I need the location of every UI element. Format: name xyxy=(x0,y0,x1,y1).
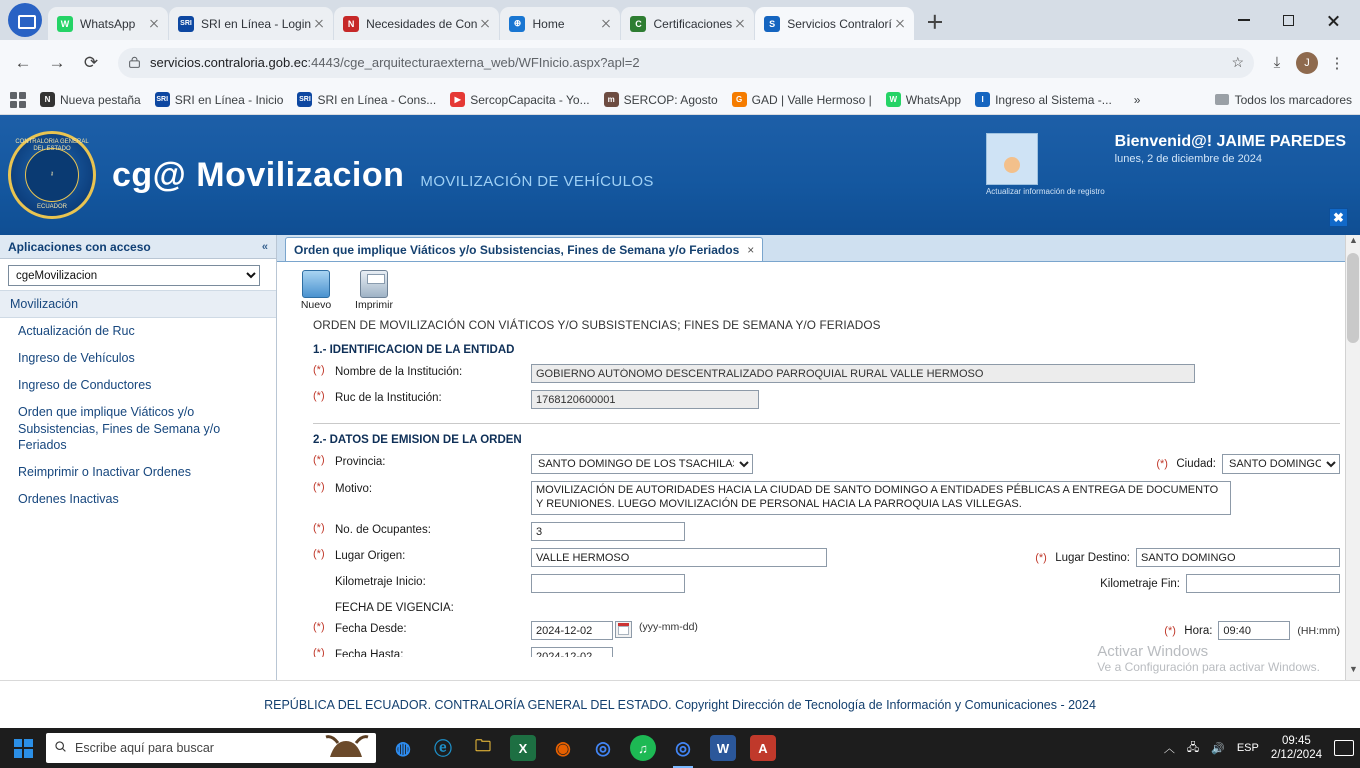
contraloria-icon: S xyxy=(764,16,780,32)
youtube-icon: ▶ xyxy=(450,92,465,107)
ocupantes-input[interactable] xyxy=(531,522,685,541)
provincia-select[interactable] xyxy=(531,454,753,474)
downloads-icon[interactable]: ⤓ xyxy=(1273,54,1281,71)
tray-volume-icon[interactable]: 🔊 xyxy=(1211,742,1225,755)
app-body xyxy=(0,235,1360,680)
new-document-icon xyxy=(302,270,330,298)
page-scrollbar[interactable] xyxy=(1345,235,1360,680)
clock-time: 09:45 xyxy=(1282,734,1311,747)
destino-group xyxy=(1035,548,1340,567)
content-tabbar xyxy=(277,235,1360,262)
moose-illustration-icon xyxy=(316,733,376,763)
bookmark-4[interactable]: m SERCOP: Agosto xyxy=(604,92,718,107)
ciudad-label: Ciudad: xyxy=(1176,458,1216,470)
origen-label: Lugar Origen: xyxy=(335,550,406,562)
new-button[interactable] xyxy=(287,270,345,311)
tab-close-icon[interactable] xyxy=(311,16,327,32)
all-bookmarks-button[interactable]: Todos los marcadores xyxy=(1215,93,1352,107)
field-row-kilometraje xyxy=(313,574,1340,593)
update-registry-link[interactable] xyxy=(986,133,1105,196)
required-mark: (*) xyxy=(1035,551,1047,564)
tray-clock[interactable] xyxy=(1271,734,1322,763)
application-select[interactable] xyxy=(8,265,260,286)
app-header xyxy=(0,115,1360,235)
close-session-icon[interactable]: ✖ xyxy=(1329,208,1348,227)
sercop-icon: m xyxy=(604,92,619,107)
apps-grid-icon[interactable] xyxy=(8,90,28,110)
edge-icon[interactable]: ⓔ xyxy=(434,739,452,759)
certificate-icon: C xyxy=(630,16,646,32)
tab-label: WhatsApp xyxy=(80,16,136,31)
km-inicio-input[interactable] xyxy=(531,574,685,593)
print-button[interactable] xyxy=(345,270,403,311)
ciudad-group xyxy=(1156,454,1340,474)
globe-icon: ⊕ xyxy=(509,16,525,32)
sidebar-title: Aplicaciones con acceso « xyxy=(0,235,276,259)
taskbar-apps xyxy=(390,735,776,761)
windows-taskbar xyxy=(0,728,1360,768)
sri-icon: SRI xyxy=(155,92,170,107)
brand-title: cg@ Movilizacion xyxy=(112,155,405,194)
provincia-label: Provincia: xyxy=(335,456,386,468)
km-fin-input[interactable] xyxy=(1186,574,1340,593)
field-row-ruc xyxy=(313,390,1340,409)
institucion-label: Nombre de la Institución: xyxy=(335,366,463,378)
bookmark-5[interactable]: G GAD | Valle Hermoso | xyxy=(732,92,872,107)
file-explorer-icon[interactable]: 🗀 xyxy=(474,737,491,755)
close-window-button[interactable] xyxy=(1311,3,1356,37)
motivo-label: Motivo: xyxy=(335,483,373,495)
whatsapp-icon: W xyxy=(57,16,73,32)
tab-close-icon[interactable] xyxy=(146,16,162,32)
sri-icon: SRI xyxy=(297,92,312,107)
sri-icon: SRI xyxy=(178,16,194,32)
sidebar-item-reimprimir-inactivar[interactable]: Reimprimir o Inactivar Ordenes xyxy=(18,465,191,480)
field-row-fecha-desde xyxy=(313,621,1340,640)
orden-form xyxy=(277,318,1360,657)
browser-tab-4[interactable] xyxy=(621,7,754,40)
km-fin-group xyxy=(1100,574,1340,593)
section-identificacion-entidad: 1.- IDENTIFICACION DE LA ENTIDAD xyxy=(313,344,515,356)
tab-close-icon[interactable] xyxy=(732,16,748,32)
hora-hint: (HH:mm) xyxy=(1297,624,1340,637)
contraloria-seal-icon: CONTRALORIA GENERAL DEL ESTADO ⚷ ECUADOR xyxy=(8,131,96,219)
scrollbar-thumb[interactable] xyxy=(1347,253,1359,343)
watermark-subtitle: Ve a Configuración para activar Windows. xyxy=(1097,660,1320,674)
field-row-origen-destino xyxy=(313,548,1340,567)
ciudad-select[interactable] xyxy=(1222,454,1340,474)
gad-icon: G xyxy=(732,92,747,107)
address-bar[interactable] xyxy=(118,48,1254,78)
institucion-input[interactable] xyxy=(531,364,1195,383)
motivo-textarea[interactable] xyxy=(531,481,1231,515)
ruc-input[interactable] xyxy=(531,390,759,409)
site-info-icon[interactable] xyxy=(128,56,141,69)
content-panel xyxy=(277,235,1360,680)
tray-expand-icon[interactable]: ︿ xyxy=(1163,743,1175,755)
section-datos-emision: 2.- DATOS DE EMISION DE LA ORDEN xyxy=(313,434,522,446)
new-button-label: Nuevo xyxy=(300,298,332,311)
bookmarks-bar xyxy=(0,85,1360,115)
hora-group xyxy=(1164,621,1340,640)
word-icon[interactable]: W xyxy=(710,735,736,761)
app-brand xyxy=(112,156,654,195)
brand-subtitle: MOVILIZACIÓN DE VEHÍCULOS xyxy=(420,172,654,190)
welcome-text xyxy=(1115,133,1346,165)
destino-label: Lugar Destino: xyxy=(1055,551,1130,564)
tab-search-circle-icon[interactable] xyxy=(8,3,42,37)
sidebar-item-ingreso-conductores[interactable]: Ingreso de Conductores xyxy=(18,377,152,392)
km-inicio-label: Kilometraje Inicio: xyxy=(335,576,426,588)
pdf-icon[interactable]: A xyxy=(750,735,776,761)
chrome-active-icon[interactable]: ◎ xyxy=(670,735,696,761)
print-button-label: Imprimir xyxy=(355,298,393,311)
fecha-hasta-label: Fecha Hasta: xyxy=(335,649,404,657)
chrome-icon[interactable]: ◎ xyxy=(595,737,611,758)
folder-icon xyxy=(1215,94,1229,105)
field-row-institucion xyxy=(313,364,1340,383)
app-select-wrap xyxy=(0,259,276,290)
bookmark-1[interactable]: SRI SRI en Línea - Inicio xyxy=(156,92,284,107)
tab-label: Necesidades de Con xyxy=(366,16,478,31)
sidebar-item-ingreso-vehiculos[interactable]: Ingreso de Vehículos xyxy=(18,350,135,365)
fecha-desde-label: Fecha Desde: xyxy=(335,623,407,635)
bookmarks-overflow-icon[interactable]: » xyxy=(1133,92,1141,107)
vigencia-label: FECHA DE VIGENCIA: xyxy=(335,602,454,614)
sidebar xyxy=(0,235,277,680)
destino-input[interactable] xyxy=(1136,548,1340,567)
required-mark: (*) xyxy=(313,390,325,402)
taskbar-search[interactable] xyxy=(46,733,376,763)
required-mark: (*) xyxy=(1164,624,1176,637)
browser-tab-3[interactable] xyxy=(500,7,620,40)
origen-input[interactable] xyxy=(531,548,827,567)
form-toolbar xyxy=(277,262,1360,316)
welcome-username: Bienvenid@! JAIME PAREDES xyxy=(1114,133,1346,150)
tab-label: SRI en Línea - Login xyxy=(201,16,312,31)
content-tab-orden[interactable] xyxy=(285,237,763,261)
clock-date: 2/12/2024 xyxy=(1270,749,1322,761)
sidebar-group-movilizacion: Movilización xyxy=(0,290,276,318)
divider xyxy=(313,423,1340,424)
scroll-down-icon[interactable]: ▼ xyxy=(1349,664,1358,674)
back-button[interactable]: ← xyxy=(14,52,32,72)
avatar-caption: Actualizar información de registro xyxy=(985,187,1105,196)
tab-close-icon[interactable] xyxy=(598,16,614,32)
browser-tab-2[interactable] xyxy=(334,7,499,40)
bookmark-2[interactable]: SRI SRI en Línea - Cons... xyxy=(299,92,437,107)
web-page xyxy=(0,115,1360,728)
window-controls xyxy=(1221,0,1360,40)
maximize-button[interactable] xyxy=(1266,3,1311,37)
welcome-date: lunes, 2 de diciembre de 2024 xyxy=(1114,153,1263,165)
tab-close-icon[interactable] xyxy=(477,16,493,32)
spotify-icon[interactable]: ♫ xyxy=(630,735,656,761)
km-fin-label: Kilometraje Fin: xyxy=(1100,577,1180,590)
sidebar-item-ordenes-inactivas[interactable]: Ordenes Inactivas xyxy=(18,492,119,507)
tab-close-icon[interactable] xyxy=(892,16,908,32)
tab-label: Certificaciones xyxy=(653,16,733,31)
page-footer xyxy=(0,680,1360,728)
windows-activation-watermark xyxy=(1097,643,1320,674)
field-row-provincia-ciudad xyxy=(313,454,1340,474)
form-title: ORDEN DE MOVILIZACIÓN CON VIÁTICOS Y/O SUBSISTENCIAS; FINES DE SEMANA Y/O FERIADOS xyxy=(313,318,881,332)
bookmark-0[interactable]: N Nueva pestaña xyxy=(40,92,141,107)
ocupantes-label: No. de Ocupantes: xyxy=(335,524,431,536)
address-bar-url: servicios.contraloria.gob.ec:4443/cge_arquitecturaexterna_web/WFInicio.aspx?apl=2 xyxy=(150,55,640,70)
scroll-up-icon[interactable]: ▲ xyxy=(1349,235,1358,245)
welcome-block xyxy=(986,133,1346,196)
widgets-icon[interactable]: ◍ xyxy=(395,737,411,758)
search-icon xyxy=(54,740,67,756)
collapse-sidebar-icon[interactable]: « xyxy=(261,240,268,253)
required-mark: (*) xyxy=(313,364,325,376)
sidebar-item-orden-viaticos[interactable]: Orden que implique Viáticos y/o Subsistencias, Fines de Semana y/o Feriados xyxy=(18,404,221,453)
tab-label: Servicios Contralorí xyxy=(787,16,892,31)
watermark-title: Activar Windows xyxy=(1097,643,1209,660)
required-mark: (*) xyxy=(313,481,325,493)
whatsapp-icon: W xyxy=(886,92,901,107)
bookmark-7[interactable]: I Ingreso al Sistema -... xyxy=(975,92,1112,107)
browser-tabstrip xyxy=(0,0,1360,40)
field-row-ocupantes xyxy=(313,522,1340,541)
taskbar-search-placeholder: Escribe aquí para buscar xyxy=(75,741,214,755)
seal-inner: ⚷ xyxy=(25,148,79,202)
required-mark: (*) xyxy=(313,621,325,633)
required-mark: (*) xyxy=(1156,458,1168,470)
sidebar-item-actualizacion-ruc[interactable]: Actualización de Ruc xyxy=(18,324,135,338)
fecha-hasta-input[interactable] xyxy=(531,647,613,657)
excel-icon[interactable]: X xyxy=(510,735,536,761)
chrome-menu-icon[interactable]: ⋮ xyxy=(1329,54,1345,72)
bookmark-star-icon[interactable]: ☆ xyxy=(1231,54,1244,70)
content-tab-label: Orden que implique Viáticos y/o Subsistencias, Fines de Semana y/o Feriados xyxy=(294,242,740,257)
footer-text: REPÚBLICA DEL ECUADOR. CONTRALORÍA GENERAL DEL ESTADO. Copyright Dirección de Tecnología de Información y Comunicaciones - 2024 xyxy=(264,697,1096,712)
required-mark: (*) xyxy=(313,647,325,657)
field-row-motivo xyxy=(313,481,1340,515)
browser-tab-0[interactable] xyxy=(48,7,168,40)
printer-icon xyxy=(360,270,388,298)
fecha-desde-input[interactable] xyxy=(531,621,613,640)
content-tab-close-icon[interactable]: × xyxy=(747,242,755,257)
forward-button[interactable]: → xyxy=(48,52,66,72)
start-button[interactable] xyxy=(0,739,46,758)
system-icon: I xyxy=(975,92,990,107)
required-mark: (*) xyxy=(313,548,325,560)
minimize-button[interactable] xyxy=(1221,3,1266,37)
field-row-vigencia-title xyxy=(313,600,1340,614)
ruc-label: Ruc de la Institución: xyxy=(335,392,442,404)
fecha-format-hint: (yyy-mm-dd) xyxy=(639,621,698,633)
browser-tab-5-active[interactable] xyxy=(755,7,914,40)
reload-button[interactable]: ⟳ xyxy=(83,52,99,72)
notifications-icon[interactable] xyxy=(1334,740,1354,756)
hora-label: Hora: xyxy=(1184,624,1213,637)
new-tab-button[interactable] xyxy=(921,8,949,36)
required-mark: (*) xyxy=(313,522,325,534)
profile-avatar[interactable]: J xyxy=(1292,48,1322,78)
tab-label: Home xyxy=(532,16,565,31)
bookmark-6[interactable]: W WhatsApp xyxy=(886,92,961,107)
hora-input[interactable] xyxy=(1218,621,1290,640)
user-avatar xyxy=(986,133,1038,185)
system-tray xyxy=(1164,734,1360,763)
globe-icon: N xyxy=(40,92,55,107)
document-icon: N xyxy=(343,16,359,32)
firefox-icon[interactable]: ◉ xyxy=(555,737,571,758)
tray-language[interactable]: ESP xyxy=(1236,742,1259,754)
browser-toolbar xyxy=(0,40,1360,85)
toolbar-right xyxy=(1262,48,1352,78)
calendar-icon[interactable] xyxy=(615,621,632,638)
tray-network-icon[interactable]: 🖧 xyxy=(1186,741,1200,754)
required-mark: (*) xyxy=(313,454,325,466)
browser-tab-1[interactable] xyxy=(169,7,333,40)
bookmark-3[interactable]: ▶ SercopCapacita - Yo... xyxy=(450,92,589,107)
